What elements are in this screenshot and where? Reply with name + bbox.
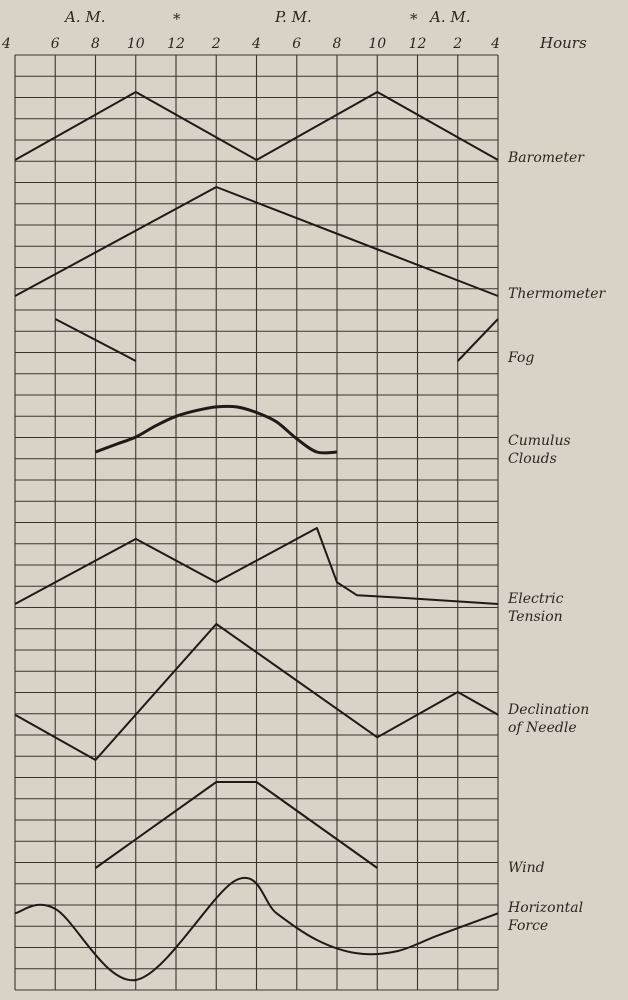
series-label-line: of Needle <box>508 720 577 736</box>
header-am-right: A. M. <box>430 8 471 26</box>
series-label-thermometer <box>508 286 607 302</box>
series-label-line: Cumulus <box>508 433 571 449</box>
x-tick-label: 2 <box>211 36 221 52</box>
x-tick-label: 8 <box>91 36 100 52</box>
header-asterisk-left: * <box>173 10 181 28</box>
series-label-wind <box>508 860 545 876</box>
x-tick-label: 10 <box>126 36 145 52</box>
series-label-line: Clouds <box>508 451 557 467</box>
header-am-left: A. M. <box>65 8 106 26</box>
x-tick-label: 6 <box>50 36 60 52</box>
x-tick-label: 4 <box>491 36 500 52</box>
x-tick-label: 6 <box>292 36 302 52</box>
series-label-fog <box>507 350 534 366</box>
series-label-line: Barometer <box>508 150 584 166</box>
header-hours: Hours <box>540 34 587 52</box>
x-tick-label: 2 <box>453 36 463 52</box>
series-label-line: Tension <box>508 609 563 625</box>
series-label-line: Electric <box>508 591 564 607</box>
series-label-line: Fog <box>508 350 535 366</box>
x-tick-label: 4 <box>2 36 11 52</box>
x-tick-label: 4 <box>252 36 261 52</box>
x-tick-label: 12 <box>167 36 185 52</box>
series-label-line: Declination <box>508 702 590 718</box>
header-pm: P. M. <box>275 8 312 26</box>
series-label-line: Wind <box>508 860 545 876</box>
x-tick-label: 12 <box>408 36 427 52</box>
series-label-barometer <box>507 150 585 166</box>
x-tick-label: 8 <box>332 36 342 52</box>
series-label-line: Horizontal <box>508 900 584 916</box>
series-label-line: Thermometer <box>508 286 606 302</box>
header-asterisk-right: * <box>410 10 418 28</box>
x-tick-label: 10 <box>368 36 387 52</box>
series-label-line: Force <box>508 918 549 934</box>
